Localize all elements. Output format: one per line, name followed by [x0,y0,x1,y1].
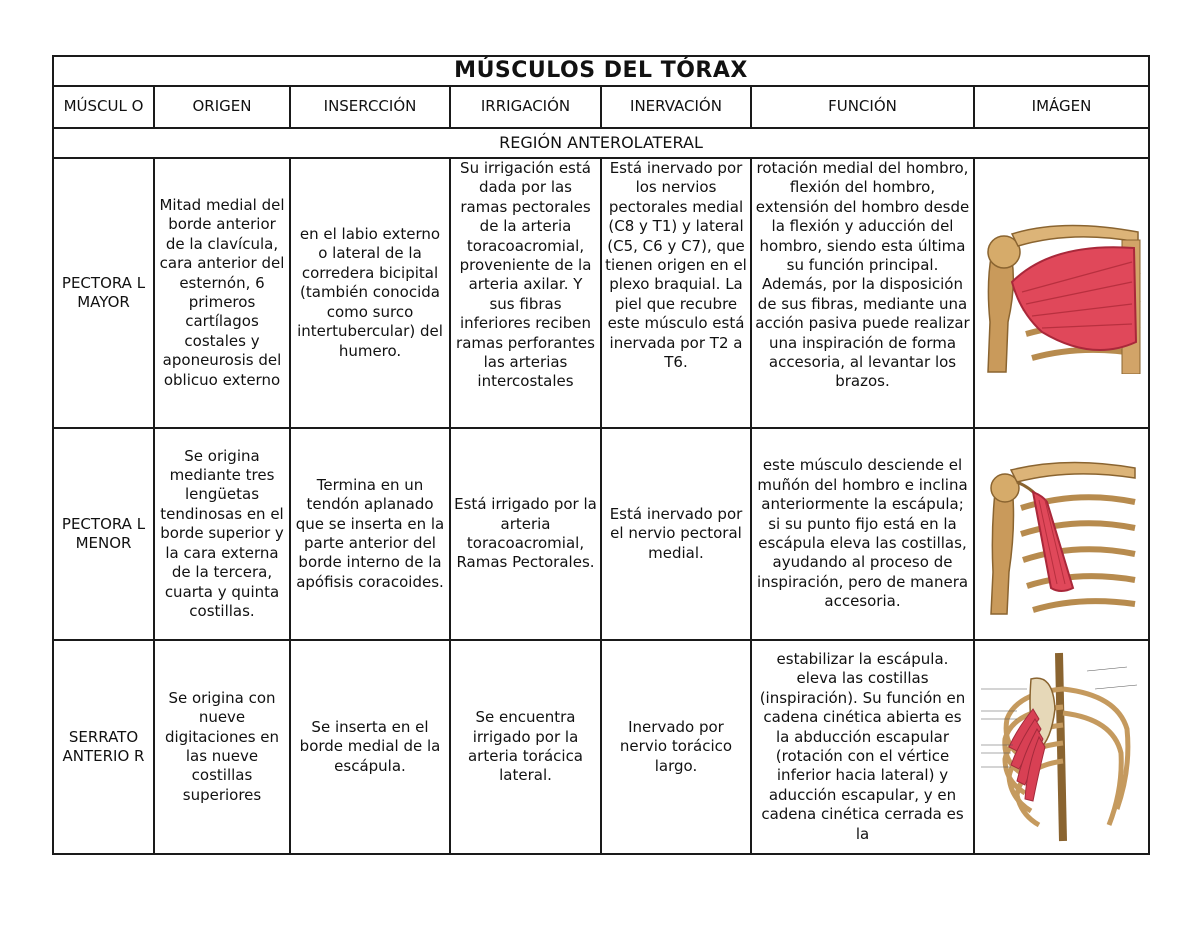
pectoralis-minor-image [987,452,1137,616]
table-row [53,158,1149,428]
insertion-cell: Se inserta en el borde medial de la escápula. [290,640,450,854]
image-cell [974,428,1149,640]
header-origin: ORIGEN [154,86,290,128]
origin-cell: Se origina con nueve digitaciones en las nueve costillas superiores [154,640,290,854]
pectoralis-major-image [982,212,1142,374]
irrigation-cell: Su irrigación está dada por las ramas pectorales de la arteria toracoacromial, proveniente de la arteria axilar. Y sus fibras inferiores reciben ramas perforantes las arterias intercostales [450,158,601,428]
insertion-cell: Termina en un tendón aplanado que se inserta en la parte anterior del borde interno de la apófisis coracoides. [290,428,450,640]
header-insertion: INSERCCIÓN [290,86,450,128]
header-innervation: INERVACIÓN [601,86,751,128]
header-function: FUNCIÓN [751,86,974,128]
function-cell: rotación medial del hombro, flexión del hombro, extensión del hombro desde la flexión y aducción del hombro, siendo esta última su función principal. Además, por la disposición de sus fibras, mediante una acción pasiva puede realizar una inspiración de forma accesoria, al levantar los brazos. [751,158,974,428]
table-title: MÚSCULOS DEL TÓRAX [53,56,1149,86]
serratus-anterior-image [977,649,1147,845]
irrigation-cell: Está irrigado por la arteria toracoacromial, Ramas Pectorales. [450,428,601,640]
table-row [53,640,1149,854]
irrigation-cell: Se encuentra irrigado por la arteria torácica lateral. [450,640,601,854]
header-row [53,86,1149,128]
image-cell [974,158,1149,428]
function-cell: este músculo desciende el muñón del hombro e inclina anteriormente la escápula; si su punto fijo está en la escápula eleva las costillas, ayudando al proceso de inspiración, pero de manera accesoria. [751,428,974,640]
origin-cell: Mitad medial del borde anterior de la clavícula, cara anterior del esternón, 6 primeros cartílagos costales y aponeurosis del oblicuo externo [154,158,290,428]
header-muscle: MÚSCUL O [53,86,154,128]
muscle-name-cell: SERRATO ANTERIO R [53,640,154,854]
insertion-cell: en el labio externo o lateral de la corredera bicipital (también conocida como surco intertubercular) del humero. [290,158,450,428]
header-image: IMÁGEN [974,86,1149,128]
innervation-cell: Está inervado por los nervios pectorales medial (C8 y T1) y lateral (C5, C6 y C7), que tienen origen en el plexo braquial. La piel que recubre este músculo está inervada por T2 a T6. [601,158,751,428]
region-heading: REGIÓN ANTEROLATERAL [53,128,1149,158]
function-cell: estabilizar la escápula. eleva las costillas (inspiración). Su función en cadena cinética abierta es la abducción escapular (rotación con el vértice inferior hacia lateral) y aducción escapular, y en cadena cinética cerrada es la [751,640,974,854]
origin-cell: Se origina mediante tres lengüetas tendinosas en el borde superior y la cara externa de la tercera, cuarta y quinta costillas. [154,428,290,640]
innervation-cell: Está inervado por el nervio pectoral medial. [601,428,751,640]
table-row [53,428,1149,640]
muscles-table [52,55,1150,855]
muscle-name-cell: PECTORA L MAYOR [53,158,154,428]
innervation-cell: Inervado por nervio torácico largo. [601,640,751,854]
muscle-name-cell: PECTORA L MENOR [53,428,154,640]
image-cell [974,640,1149,854]
header-irrigation: IRRIGACIÓN [450,86,601,128]
